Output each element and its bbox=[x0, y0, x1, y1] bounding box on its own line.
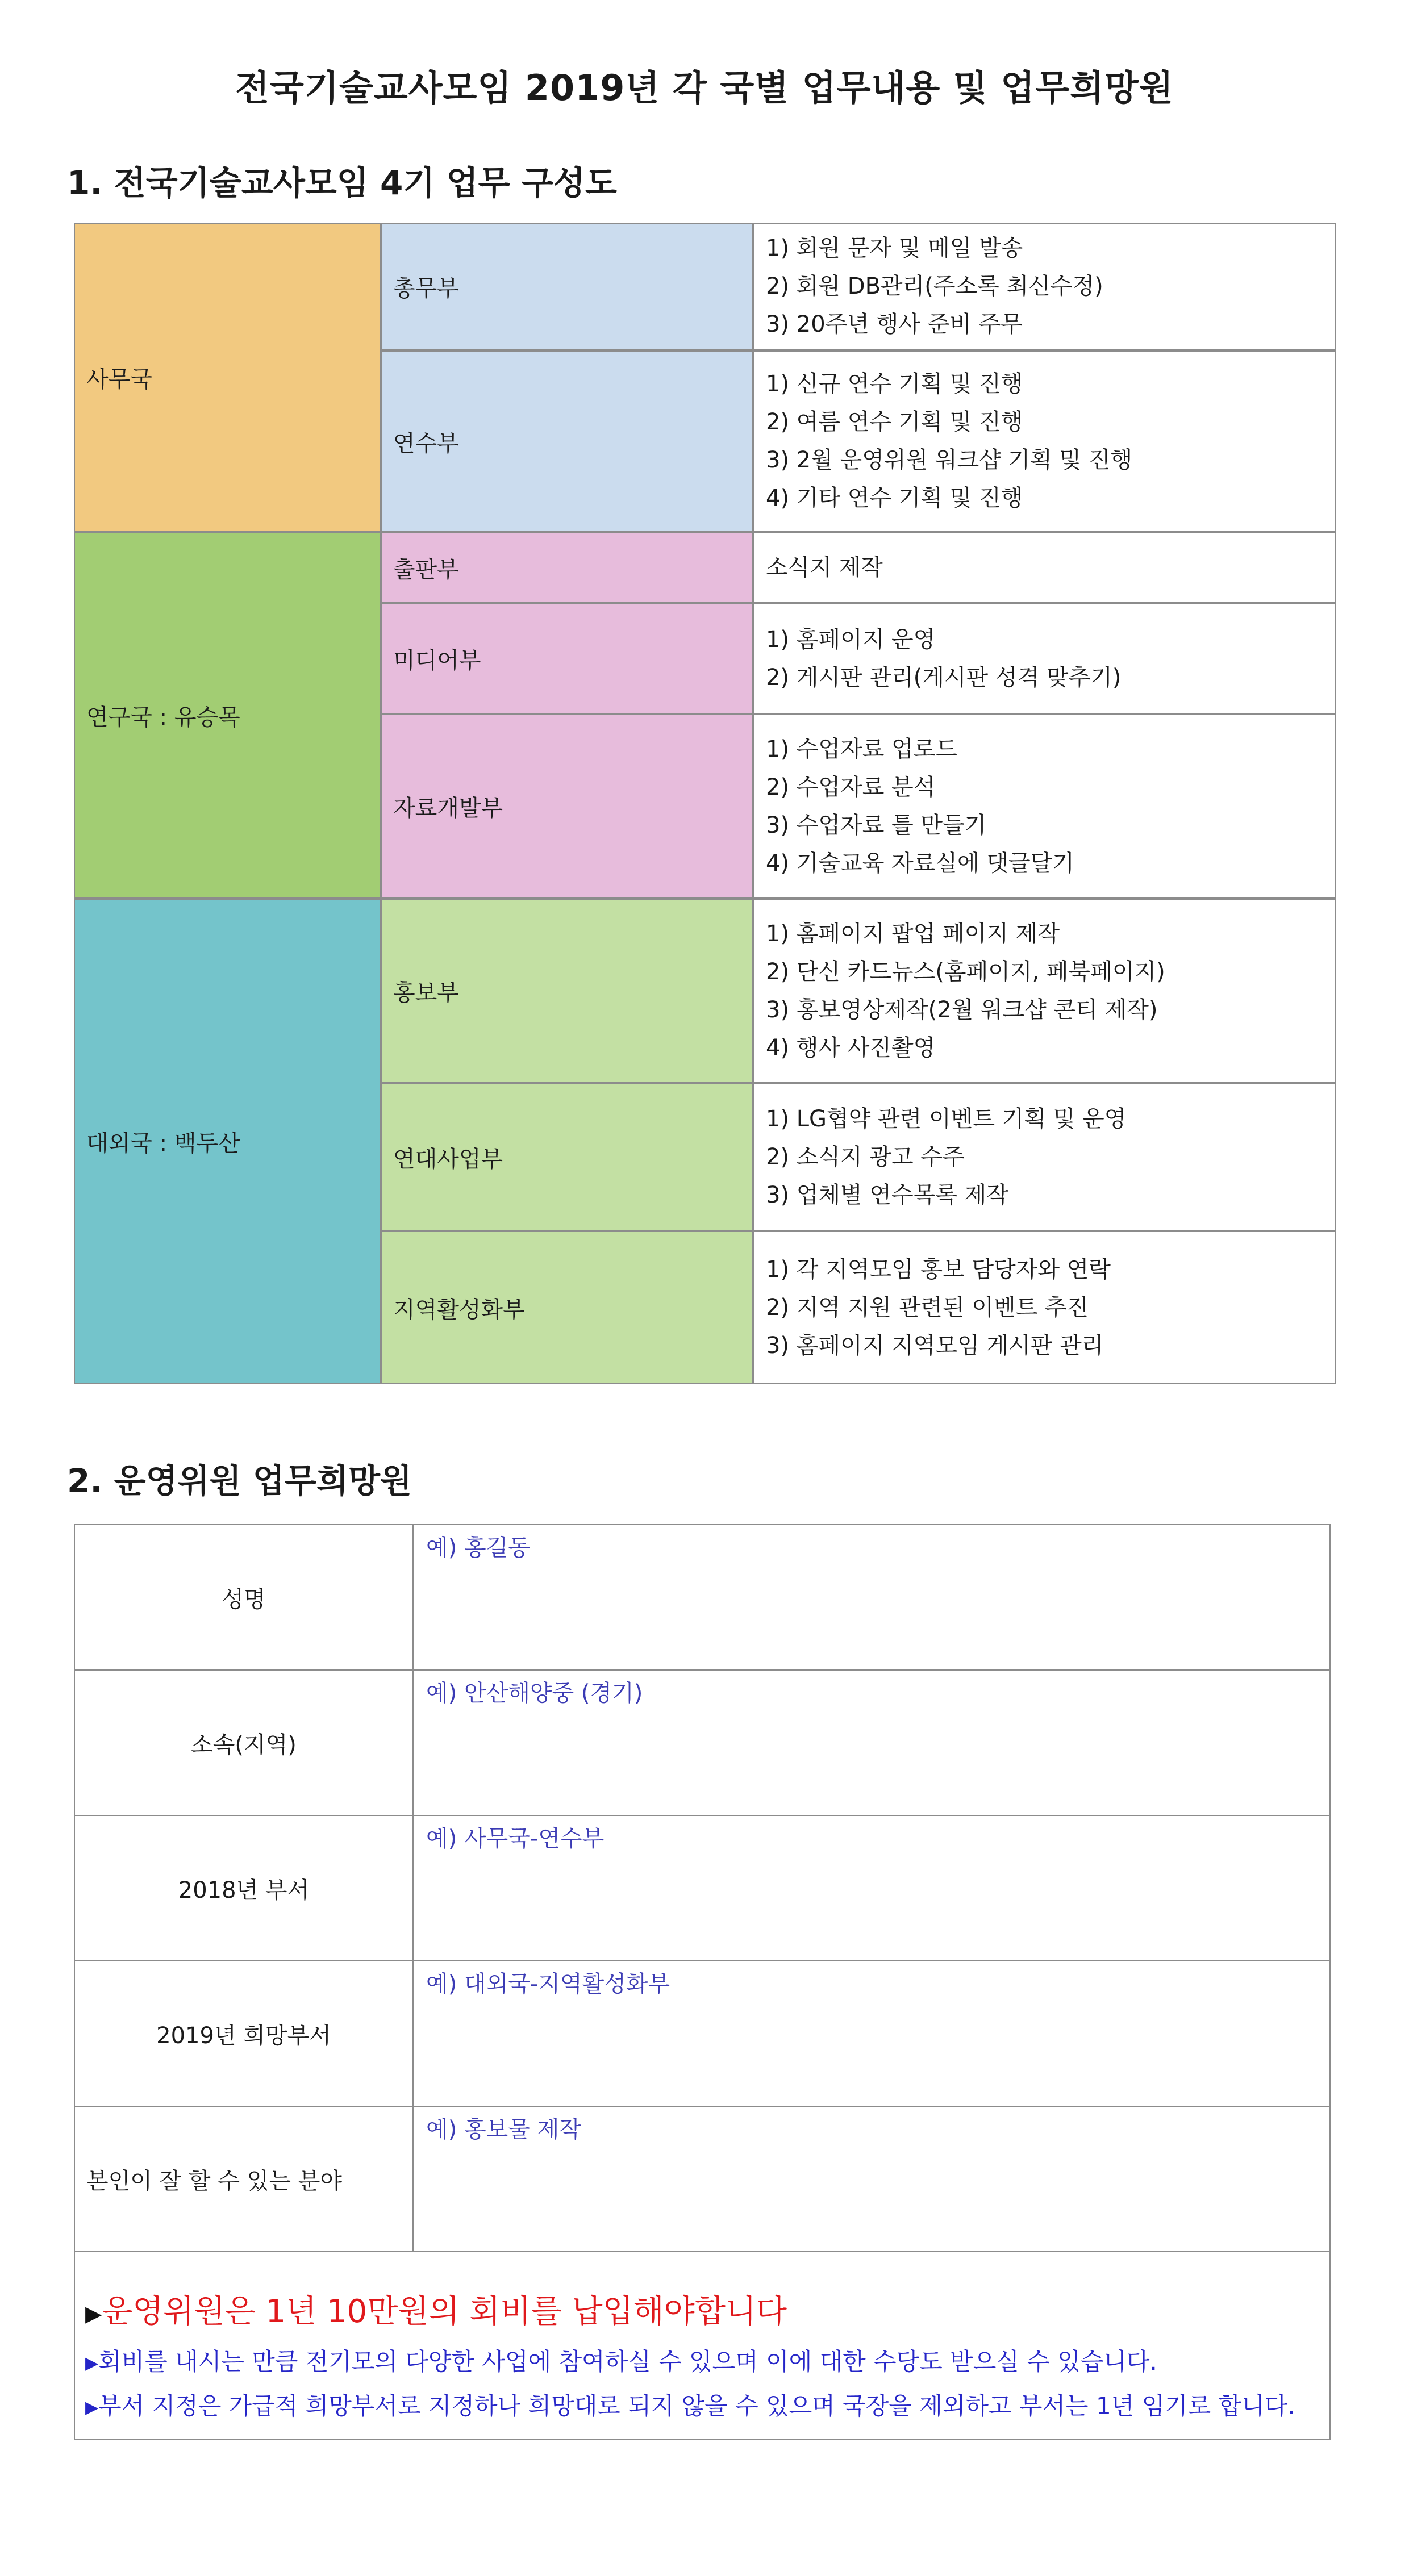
division-label: 사무국 bbox=[86, 366, 152, 393]
task-item: 소식지 제작 bbox=[766, 554, 883, 581]
org-chart-table bbox=[74, 223, 1336, 1384]
task-item: 2) 여름 연수 기획 및 진행 bbox=[766, 409, 1023, 435]
dept-label: 연대사업부 bbox=[393, 1146, 503, 1172]
dept-label: 연수부 bbox=[393, 430, 459, 457]
benefit-notice bbox=[85, 2343, 1157, 2377]
dept-chongmu bbox=[381, 223, 753, 350]
task-item: 3) 홍보영상제작(2월 워크샵 콘티 제작) bbox=[766, 996, 1158, 1023]
assignment-notice-text: 부서 지정은 가급적 희망부서로 지정하나 희망대로 되지 않을 수 있으며 국장을 제외하고 부서는 1년 임기로 합니다. bbox=[98, 2392, 1295, 2420]
triangle-bullet-icon: ▶ bbox=[85, 2353, 99, 2373]
task-item: 3) 업체별 연수목록 제작 bbox=[766, 1181, 1008, 1208]
tasks-hongbo bbox=[753, 899, 1336, 1083]
task-item: 1) LG협약 관련 이벤트 기획 및 운영 bbox=[766, 1105, 1127, 1132]
fee-notice-text: 운영위원은 1년 10만원의 회비를 납입해야합니다 bbox=[102, 2293, 787, 2330]
division-yeonguguk bbox=[74, 532, 381, 899]
task-item: 1) 수업자료 업로드 bbox=[766, 736, 957, 762]
task-item: 1) 홈페이지 팝업 페이지 제작 bbox=[766, 920, 1060, 947]
tasks-jaryo bbox=[753, 714, 1336, 899]
dept-label: 출판부 bbox=[393, 557, 459, 583]
form-row-affiliation bbox=[75, 1671, 1329, 1816]
tasks-yeondae bbox=[753, 1083, 1336, 1231]
division-label: 연구국 : 유승목 bbox=[86, 704, 240, 730]
division-daeoeguk bbox=[74, 899, 381, 1384]
tasks-yeonsu bbox=[753, 350, 1336, 532]
task-item: 4) 기술교육 자료실에 댓글달기 bbox=[766, 850, 1074, 876]
task-item: 1) 각 지역모임 홍보 담당자와 연락 bbox=[766, 1256, 1111, 1283]
form-row-2018-dept bbox=[75, 1816, 1329, 1961]
dept-jiyeok bbox=[381, 1231, 753, 1384]
form-row-2019-dept bbox=[75, 1961, 1329, 2107]
tasks-jiyeok bbox=[753, 1231, 1336, 1384]
task-item: 2) 게시판 관리(게시판 성격 맞추기) bbox=[766, 664, 1122, 691]
dept-2019-field[interactable]: 예) 대외국-지역활성화부 bbox=[426, 1971, 670, 1997]
tasks-media bbox=[753, 603, 1336, 714]
dept-label: 미디어부 bbox=[393, 648, 481, 674]
form-label: 2019년 희망부서 bbox=[75, 1961, 414, 2106]
benefit-notice-text: 회비를 내시는 만큼 전기모의 다양한 사업에 참여하실 수 있으며 이에 대한 수당도 받으실 수 있습니다. bbox=[98, 2348, 1157, 2375]
section-2-heading: 2. 운영위원 업무희망원 bbox=[67, 1462, 412, 1500]
affiliation-field[interactable]: 예) 안산해양중 (경기) bbox=[426, 1680, 643, 1706]
task-item: 3) 수업자료 틀 만들기 bbox=[766, 812, 987, 838]
task-item: 3) 홈페이지 지역모임 게시판 관리 bbox=[766, 1332, 1104, 1359]
task-item: 3) 2월 운영위원 워크샵 기획 및 진행 bbox=[766, 447, 1133, 473]
dept-label: 홍보부 bbox=[393, 980, 459, 1006]
task-item: 2) 수업자료 분석 bbox=[766, 774, 936, 800]
form-label: 성명 bbox=[75, 1525, 414, 1669]
skills-field[interactable]: 예) 홍보물 제작 bbox=[426, 2116, 581, 2143]
dept-media bbox=[381, 603, 753, 714]
form-row-skills bbox=[75, 2107, 1329, 2252]
task-item: 1) 회원 문자 및 메일 발송 bbox=[766, 235, 1023, 261]
tasks-chongmu bbox=[753, 223, 1336, 350]
form-label: 2018년 부서 bbox=[75, 1816, 414, 1960]
triangle-bullet-icon: ▶ bbox=[85, 2398, 99, 2418]
assignment-notice bbox=[85, 2387, 1295, 2421]
dept-2018-field[interactable]: 예) 사무국-연수부 bbox=[426, 1826, 605, 1852]
task-item: 2) 지역 지원 관련된 이벤트 추진 bbox=[766, 1294, 1089, 1321]
dept-label: 자료개발부 bbox=[393, 795, 503, 821]
dept-jaryo bbox=[381, 714, 753, 899]
task-item: 4) 행사 사진촬영 bbox=[766, 1034, 936, 1061]
notes-area bbox=[75, 2252, 1329, 2440]
page-title: 전국기술교사모임 2019년 각 국별 업무내용 및 업무희망원 bbox=[235, 67, 1174, 108]
division-samuguk bbox=[74, 223, 381, 532]
task-item: 2) 회원 DB관리(주소록 최신수정) bbox=[766, 273, 1103, 299]
dept-label: 지역활성화부 bbox=[393, 1296, 525, 1323]
task-item: 3) 20주년 행사 준비 주무 bbox=[766, 311, 1023, 337]
application-form bbox=[74, 1524, 1331, 2440]
form-row-name bbox=[75, 1525, 1329, 1671]
dept-chulpan bbox=[381, 532, 753, 603]
dept-yeondae bbox=[381, 1083, 753, 1231]
dept-yeonsu bbox=[381, 350, 753, 532]
dept-hongbo bbox=[381, 899, 753, 1083]
task-item: 1) 홈페이지 운영 bbox=[766, 626, 936, 653]
form-label: 본인이 잘 할 수 있는 분야 bbox=[75, 2107, 414, 2251]
task-item: 4) 기타 연수 기획 및 진행 bbox=[766, 485, 1023, 511]
task-item: 2) 단신 카드뉴스(홈페이지, 페북페이지) bbox=[766, 958, 1165, 985]
form-label: 소속(지역) bbox=[75, 1671, 414, 1815]
triangle-bullet-icon: ▶ bbox=[85, 2301, 102, 2326]
section-1-heading: 1. 전국기술교사모임 4기 업무 구성도 bbox=[67, 164, 617, 202]
task-item: 1) 신규 연수 기획 및 진행 bbox=[766, 371, 1023, 397]
task-item: 2) 소식지 광고 수주 bbox=[766, 1143, 965, 1170]
division-label: 대외국 : 백두산 bbox=[86, 1130, 240, 1157]
name-field[interactable]: 예) 홍길동 bbox=[426, 1535, 530, 1561]
tasks-chulpan bbox=[753, 532, 1336, 603]
dept-label: 총무부 bbox=[393, 275, 459, 302]
fee-notice bbox=[85, 2286, 787, 2332]
